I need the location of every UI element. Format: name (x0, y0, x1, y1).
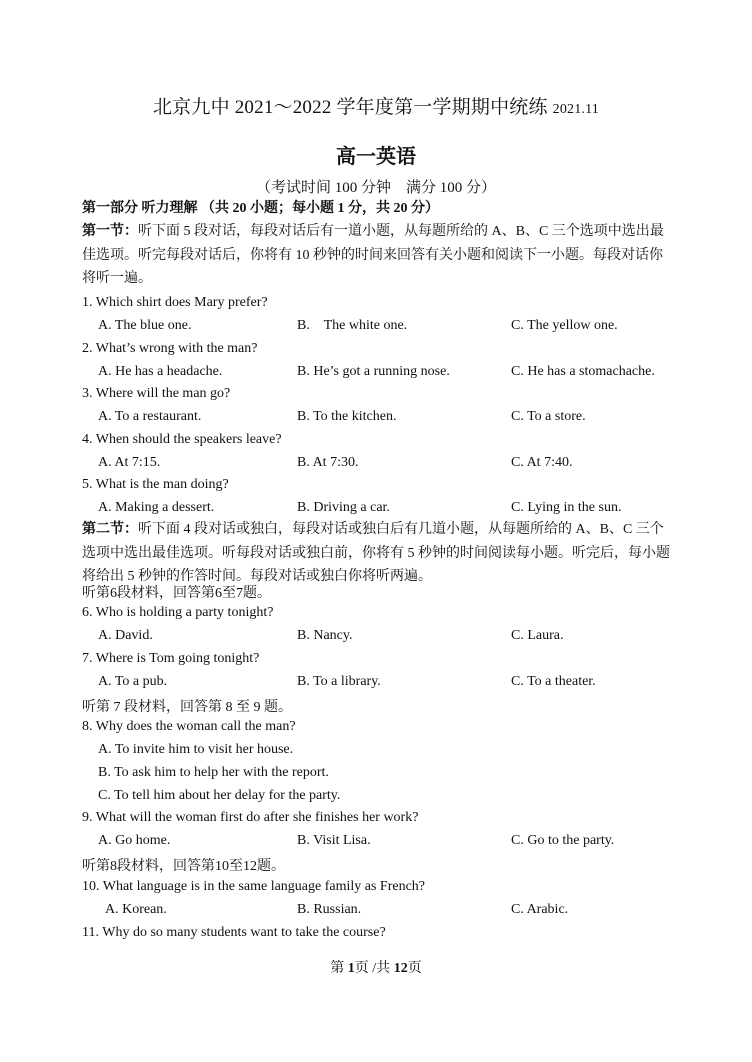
material-7-note: 听第 7 段材料，回答第 8 至 9 题。 (82, 700, 292, 715)
q5-option-b: B. Driving a car. (297, 500, 390, 515)
question-4: 4. When should the speakers leave? (82, 432, 282, 447)
material-8-note: 听第8段材料，回答第10至12题。 (82, 859, 285, 874)
q2-option-b: B. He’s got a running nose. (297, 364, 450, 379)
q3-option-c: C. To a store. (511, 409, 586, 424)
q5-option-c: C. Lying in the sun. (511, 500, 622, 515)
q2-option-c: C. He has a stomachache. (511, 364, 655, 379)
material-6-note: 听第6段材料，回答第6至7题。 (82, 586, 271, 601)
q8-option-c: C. To tell him about her delay for the party. (98, 788, 341, 803)
section1-label: 第一节： (82, 224, 138, 239)
q8-option-b: B. To ask him to help her with the report. (98, 765, 329, 780)
q1-option-b: B. The white one. (297, 318, 408, 333)
footer-page-number: 1 (347, 961, 355, 976)
q9-option-a: A. Go home. (98, 833, 171, 848)
question-8: 8. Why does the woman call the man? (82, 719, 296, 734)
footer-suffix: 页 (407, 961, 422, 976)
question-6: 6. Who is holding a party tonight? (82, 605, 274, 620)
question-7: 7. Where is Tom going tonight? (82, 651, 260, 666)
exam-info: （考试时间 100 分钟 满分 100 分） (255, 180, 496, 196)
q3-option-a: A. To a restaurant. (98, 409, 202, 424)
section1-instructions (82, 220, 674, 291)
q5-option-a: A. Making a dessert. (98, 500, 215, 515)
footer-total-pages: 12 (393, 961, 408, 976)
question-2: 2. What’s wrong with the man? (82, 341, 258, 356)
q10-option-a: A. Korean. (105, 902, 167, 917)
q6-option-a: A. David. (98, 628, 153, 643)
q1-option-c: C. The yellow one. (511, 318, 618, 333)
question-1: 1. Which shirt does Mary prefer? (82, 295, 268, 310)
q3-option-b: B. To the kitchen. (297, 409, 397, 424)
q4-option-b: B. At 7:30. (297, 455, 359, 470)
section2-text: 听下面 4 段对话或独白，每段对话或独白后有几道小题，从每题所给的 A、B、C 三个选项中选出最佳选项。听每段对话或独白前，你将有 5 秒钟的时间阅读每小题。听完后，每小题将给出 5 秒钟的作答时间。每段对话或独白你将听两遍。 (82, 522, 670, 584)
footer-mid: 页 /共 (354, 961, 394, 976)
section1-text: 听下面 5 段对话，每段对话后有一道小题，从每题所给的 A、B、C 三个选项中选出最佳选项。听完每段对话后，你将有 10 秒钟的时间来回答有关小题和阅读下一小题。每段对话你将听一遍。 (82, 224, 664, 286)
footer-prefix: 第 (330, 961, 348, 976)
q8-option-a: A. To invite him to visit her house. (98, 742, 294, 757)
q4-option-c: C. At 7:40. (511, 455, 573, 470)
section2-instructions (82, 518, 674, 589)
question-9: 9. What will the woman first do after she finishes her work? (82, 810, 419, 825)
question-10: 10. What language is in the same language family as French? (82, 879, 426, 894)
q9-option-b: B. Visit Lisa. (297, 833, 371, 848)
q4-option-a: A. At 7:15. (98, 455, 161, 470)
question-5: 5. What is the man doing? (82, 477, 229, 492)
q10-option-c: C. Arabic. (511, 902, 569, 917)
section2-label: 第二节： (82, 522, 138, 537)
exam-title (0, 92, 752, 119)
q6-option-b: B. Nancy. (297, 628, 353, 643)
page-footer (0, 957, 752, 977)
q10-option-b: B. Russian. (297, 902, 362, 917)
q6-option-c: C. Laura. (511, 628, 564, 643)
subject-title: 高一英语 (336, 146, 416, 168)
q7-option-c: C. To a theater. (511, 674, 596, 689)
question-11: 11. Why do so many students want to take the course? (82, 925, 386, 940)
exam-title-text: 北京九中 2021～2022 学年度第一学期期中统练 (152, 97, 553, 118)
exam-date: 2021.11 (552, 102, 600, 117)
q2-option-a: A. He has a headache. (98, 364, 223, 379)
question-3: 3. Where will the man go? (82, 386, 231, 401)
q7-option-b: B. To a library. (297, 674, 381, 689)
q7-option-a: A. To a pub. (98, 674, 168, 689)
q1-option-a: A. The blue one. (98, 318, 192, 333)
q9-option-c: C. Go to the party. (511, 833, 615, 848)
part1-heading: 第一部分 听力理解 （共 20 小题；每小题 1 分，共 20 分） (82, 201, 439, 216)
